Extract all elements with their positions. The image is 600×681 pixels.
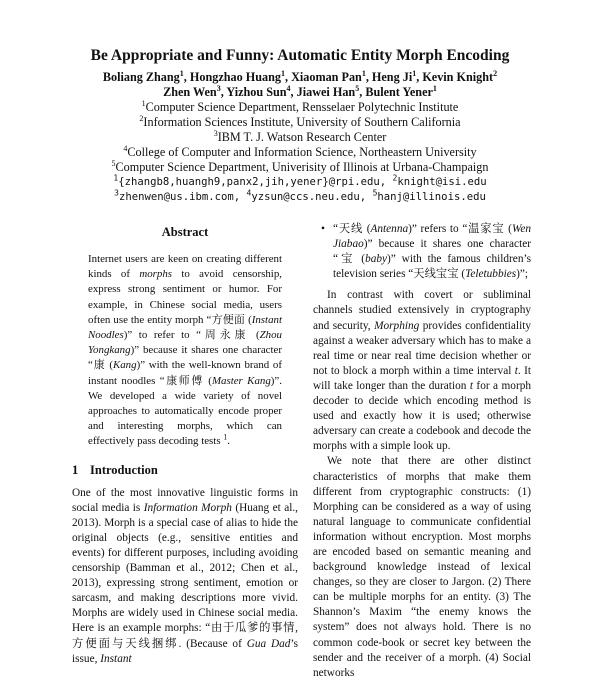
italic-text: Information Morph bbox=[143, 501, 232, 514]
italic-text: t bbox=[514, 364, 518, 377]
superscript-mark: 4 bbox=[246, 188, 252, 198]
author-name: Hongzhao Huang bbox=[189, 70, 281, 84]
section-heading-introduction bbox=[72, 462, 298, 478]
superscript-mark: 2 bbox=[392, 173, 398, 183]
bullet-dot: • bbox=[321, 223, 325, 235]
italic-text: Master Kang bbox=[211, 374, 271, 387]
italic-text: Antenna bbox=[370, 223, 409, 235]
bullet-text: “天线 (Antenna)” refers to “温家宝 (Wen Jiabao)” because it shares one character “宝 (baby)” with the famous children’s television series “天线宝宝 (Teletubbies)”; bbox=[333, 223, 531, 281]
superscript-mark: 5 bbox=[372, 188, 378, 198]
superscript-mark: 5 bbox=[111, 158, 116, 168]
author-name: Bulent Yener bbox=[365, 85, 433, 99]
author-name: Heng Ji bbox=[371, 70, 413, 84]
right-column bbox=[313, 222, 531, 681]
confidentiality-paragraph: In contrast with covert or subliminal channels studied extensively in cryptography and security, Morphing provides confidentiality against a weaker adversary which has to make a real time or near real time decision whether or not to block a morph within a time interval t. It will take longer than the duration t for a morph decoder to decide which encoding method is used and exactly how it is used; otherwise adversary can create a codebook and decode the morphs with a simple look up. bbox=[313, 289, 532, 453]
author-name: Yizhou Sun bbox=[226, 85, 287, 99]
author-name: Jiawei Han bbox=[296, 85, 356, 99]
superscript-mark: 1 bbox=[361, 68, 366, 78]
author-line-2: Zhen Wen$^3$, Yizhou Sun$^4$, Jiawei Han$^5$, Bulent Yener$^1$ bbox=[163, 83, 437, 99]
italic-text: Kang bbox=[112, 359, 137, 372]
section-title: Introduction bbox=[90, 462, 158, 477]
superscript-mark: 3 bbox=[216, 83, 221, 93]
superscript-mark: 4 bbox=[286, 83, 291, 93]
superscript-mark: 1 bbox=[141, 98, 146, 108]
email-address: knight@isi.edu bbox=[397, 176, 487, 188]
superscript-mark: 1 bbox=[432, 83, 437, 93]
superscript-mark: 1 bbox=[113, 173, 119, 183]
characteristics-paragraph: We note that there are other distinct characteristics of morphs that make them different from cryptographic constructs: (1) Morphing can be considered as a way of using natural language to communicate confidential information without encryption. Most morphs are encoded based on semantic meaning and background knowledge instead of lexical changes, so they are closer to Jargon. (2) There can be multiple morphs for an entity. (3) The Shannon’s Maxim “the enemy knows the system” does not always hold. There is no common code-book or secret key between the sender and the receiver of a morph. (4) Social networks bbox=[313, 455, 531, 679]
author-name: Zhen Wen bbox=[163, 85, 217, 99]
italic-text: Wen Jiabao bbox=[333, 223, 531, 251]
author-name: Xiaoman Pan bbox=[291, 70, 362, 84]
italic-text: Morphing bbox=[374, 319, 420, 332]
affiliation-line: $^1$Computer Science Department, Rensselaer Polytechnic Institute bbox=[141, 98, 459, 114]
abstract-text: Internet users are keen on creating different kinds of morphs to avoid censorship, express strong sentiment or humor. For example, in Chinese social media, users often use the entity morph “方便面 (Instant Noodles)” to refer to “周永康 (Zhou Yongkang)” because it shares one character “康 (Kang)” with the well-known brand of instant noodles “康师傅 (Master Kang)”. We developed a wide variety of novel approaches to automatically encode proper and interesting morphs, which can effectively pass decoding tests $^1$. bbox=[88, 253, 282, 448]
affiliation-list bbox=[0, 100, 600, 175]
affiliation-line: $^5$Computer Science Department, Univerisity of Illinois at Urbana-Champaign bbox=[111, 158, 489, 174]
paper-header bbox=[0, 46, 600, 205]
superscript-mark: 3 bbox=[213, 128, 218, 138]
superscript-mark: 1 bbox=[179, 68, 184, 78]
email-address: hanj@illinois.edu bbox=[377, 191, 486, 203]
affiliation-line: $^2$Information Sciences Institute, University of Southern California bbox=[139, 113, 461, 129]
author-line-1: Boliang Zhang$^1$, Hongzhao Huang$^1$, Xiaoman Pan$^1$, Heng Ji$^1$, Kevin Knight$^2$ bbox=[102, 68, 498, 84]
superscript-mark: 1 bbox=[280, 68, 285, 78]
email-address: zhenwen@us.ibm.com, bbox=[118, 191, 241, 203]
superscript-mark: 4 bbox=[123, 143, 128, 153]
intro-paragraph: One of the most innovative linguistic forms in social media is Information Morph (Huang et al., 2013). Morph is a special case of alias to hide the original objects (e.g., sensitive entities and events) for different purposes, including avoiding censorship (Bamman et al., 2012; Chen et al., 2013), expressing strong sentiment, emotion or sarcasm, and making descriptions more vivid. Morphs are widely used in Chinese social media. Here is an example morphs: “由于瓜爹的事情, 方便面与天线捆绑. (Because of Gua Dad’s issue, Instant bbox=[72, 486, 298, 665]
italic-text: t bbox=[469, 379, 473, 392]
superscript-mark: 1 bbox=[412, 68, 417, 78]
affiliation-line: $^4$College of Computer and Information Science, Northeastern University bbox=[123, 143, 477, 159]
email-line-1 bbox=[0, 175, 600, 190]
author-name: Kevin Knight bbox=[422, 70, 494, 84]
italic-text: Teletubbies bbox=[465, 268, 517, 281]
superscript-mark: 2 bbox=[493, 68, 498, 78]
abstract-heading: Abstract bbox=[161, 225, 209, 239]
italic-text: Zhou Yongkang bbox=[88, 329, 282, 357]
example-bullet-item bbox=[313, 222, 531, 282]
affiliation-line: $^3$IBM T. J. Watson Research Center bbox=[213, 128, 387, 144]
superscript-mark: 3 bbox=[114, 188, 119, 198]
email-line-2 bbox=[0, 190, 600, 205]
section-number: 1 bbox=[72, 462, 79, 477]
email-address: yzsun@ccs.neu.edu, bbox=[251, 191, 367, 203]
superscript-mark: 1 bbox=[223, 432, 228, 442]
superscript-mark: 5 bbox=[355, 83, 360, 93]
italic-text: baby bbox=[365, 253, 388, 266]
italic-text: Instant bbox=[100, 652, 132, 665]
left-column bbox=[72, 222, 298, 667]
author-name: Boliang Zhang bbox=[102, 70, 180, 84]
email-address: {zhangb8,huangh9,panx2,jih,yener}@rpi.edu, bbox=[118, 176, 387, 188]
paper-title: Be Appropriate and Funny: Automatic Entity Morph Encoding bbox=[90, 47, 510, 64]
superscript-mark: 2 bbox=[139, 113, 144, 123]
italic-text: Gua Dad bbox=[246, 637, 291, 650]
italic-text: Instant Noodles bbox=[88, 313, 282, 342]
italic-text: morphs bbox=[139, 268, 173, 281]
